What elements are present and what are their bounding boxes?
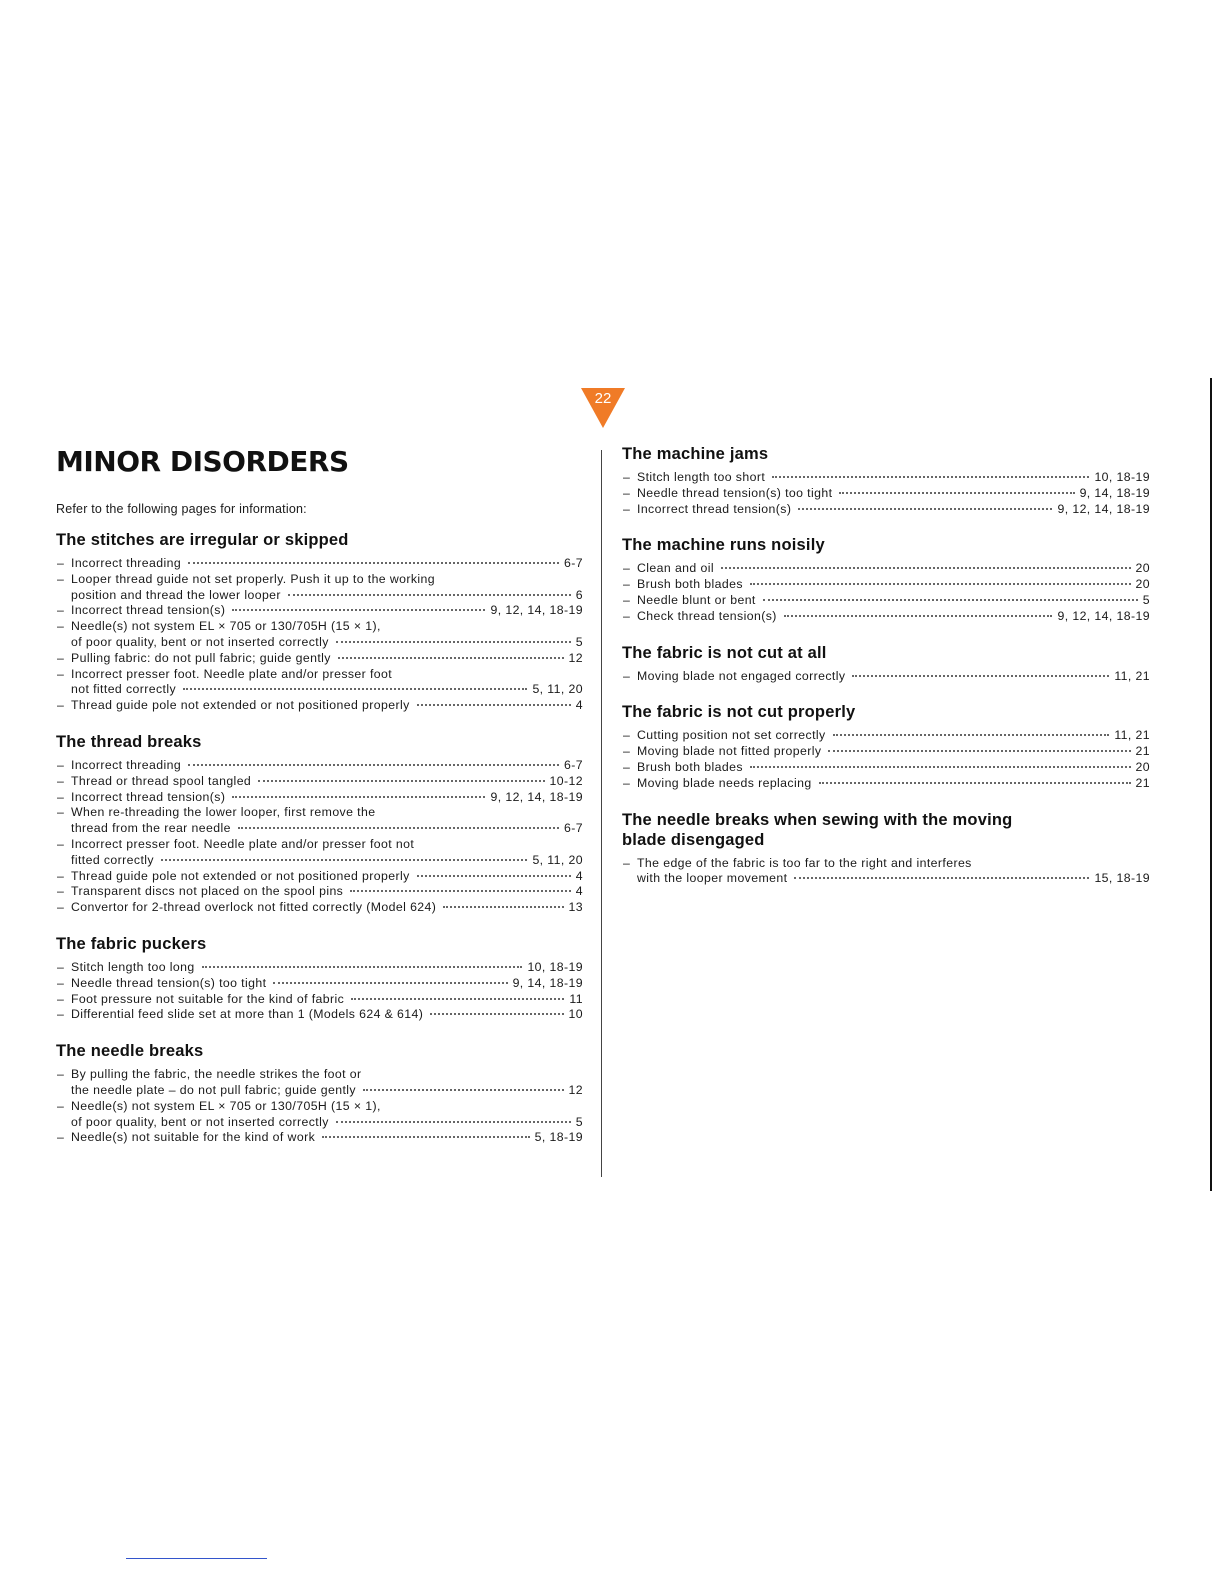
page-reference: 5: [575, 1114, 583, 1129]
cause-line: [71, 869, 583, 885]
dash-bullet: –: [623, 608, 631, 623]
dash-bullet: –: [57, 1130, 65, 1145]
cause-list: [56, 1067, 583, 1146]
dash-bullet: –: [623, 744, 631, 759]
cause-list: [622, 470, 1150, 517]
page-reference: 11, 21: [1114, 668, 1150, 683]
page-reference: 10: [568, 1007, 583, 1022]
page-reference: 11, 21: [1114, 728, 1150, 743]
cause-line: [71, 900, 583, 916]
page-reference: 12: [568, 650, 583, 665]
dot-leader: [273, 982, 507, 984]
cause-list: [56, 758, 583, 916]
cause-text: Clean and oil: [637, 561, 714, 576]
dash-bullet: –: [623, 485, 631, 500]
cause-item: [56, 758, 583, 774]
page-reference: 15, 18-19: [1094, 871, 1150, 886]
dot-leader: [188, 562, 559, 564]
dash-bullet: –: [57, 1007, 65, 1022]
dot-leader: [288, 594, 571, 596]
dot-leader: [750, 766, 1131, 768]
dash-bullet: –: [57, 666, 65, 681]
section-heading: The fabric puckers: [56, 934, 207, 953]
cause-line: [637, 856, 1150, 872]
cause-line: [637, 470, 1150, 486]
dash-bullet: –: [623, 561, 631, 576]
page-reference: 9, 12, 14, 18-19: [1057, 608, 1150, 623]
cause-line: [637, 486, 1150, 502]
cause-item: [622, 669, 1150, 685]
dash-bullet: –: [623, 592, 631, 607]
dot-leader: [833, 734, 1110, 736]
cause-line: [71, 976, 583, 992]
dash-bullet: –: [623, 668, 631, 683]
cause-text: Stitch length too long: [71, 959, 195, 974]
dot-leader: [232, 796, 485, 798]
cause-item: [622, 577, 1150, 593]
cause-text: of poor quality, bent or not inserted correctly: [71, 634, 329, 649]
page-reference: 20: [1135, 759, 1150, 774]
cause-list: [622, 856, 1150, 888]
cause-line: [71, 619, 583, 635]
cause-item: [56, 992, 583, 1008]
dot-leader: [336, 1121, 571, 1123]
cause-line: [71, 1099, 583, 1115]
dash-bullet: –: [57, 698, 65, 713]
cause-line: [637, 871, 1150, 887]
troubleshooting-section: [622, 535, 1150, 624]
cause-text: Incorrect threading: [71, 757, 182, 772]
page-reference: 11: [569, 991, 583, 1006]
page-reference: 20: [1135, 577, 1150, 592]
dash-bullet: –: [57, 757, 65, 772]
cause-text: Check thread tension(s): [637, 608, 777, 623]
left-sections: [56, 530, 583, 1146]
page-reference: 12: [568, 1082, 583, 1097]
cause-item: [622, 760, 1150, 776]
cause-item: [56, 603, 583, 619]
troubleshooting-section: [622, 702, 1150, 791]
page-reference: 5: [575, 634, 583, 649]
cause-text: Thread guide pole not extended or not positioned properly: [71, 868, 410, 883]
section-heading: The thread breaks: [56, 732, 202, 751]
cause-item: [622, 776, 1150, 792]
dot-leader: [336, 641, 571, 643]
page-number-marker: [581, 388, 625, 428]
dot-leader: [750, 583, 1131, 585]
dot-leader: [839, 492, 1074, 494]
cause-text: Brush both blades: [637, 577, 743, 592]
cause-item: [56, 1130, 583, 1146]
cause-line: [71, 884, 583, 900]
cause-list: [56, 960, 583, 1023]
troubleshooting-section: [56, 1041, 583, 1146]
section-heading: The machine jams: [622, 445, 769, 463]
cause-line: [71, 853, 583, 869]
page-reference: 20: [1135, 561, 1150, 576]
cause-item: [56, 790, 583, 806]
page-reference: 10-12: [549, 773, 583, 788]
dot-leader: [238, 827, 559, 829]
dot-leader: [322, 1136, 530, 1138]
dash-bullet: –: [57, 868, 65, 883]
cause-line: [637, 502, 1150, 518]
cause-line: [71, 588, 583, 604]
cause-item: [56, 976, 583, 992]
troubleshooting-section: [56, 934, 583, 1023]
cause-line: [637, 593, 1150, 609]
cause-item: [56, 1007, 583, 1023]
dot-leader: [794, 877, 1089, 879]
dot-leader: [363, 1089, 564, 1091]
cause-text: Needle thread tension(s) too tight: [637, 485, 833, 500]
dash-bullet: –: [57, 836, 65, 851]
troubleshooting-section: [622, 444, 1150, 517]
dot-leader: [417, 704, 571, 706]
cause-line: [637, 744, 1150, 760]
page-reference: 10, 18-19: [1094, 470, 1150, 484]
section-heading: The needle breaks: [56, 1042, 204, 1061]
dot-leader: [202, 966, 523, 968]
page-reference: 9, 12, 14, 18-19: [1057, 501, 1150, 516]
cause-line: [71, 837, 583, 853]
cause-text: The edge of the fabric is too far to the right and interferes: [637, 855, 972, 870]
section-heading: The fabric is not cut properly: [622, 703, 856, 722]
cause-text: Foot pressure not suitable for the kind of fabric: [71, 991, 345, 1006]
cause-text: Incorrect presser foot. Needle plate and/or presser foot: [71, 666, 393, 681]
dash-bullet: –: [57, 900, 65, 915]
cause-text: Brush both blades: [637, 759, 743, 774]
dash-bullet: –: [57, 1098, 65, 1113]
cause-text: the needle plate – do not pull fabric; guide gently: [71, 1082, 356, 1097]
dot-leader: [852, 675, 1109, 677]
page-reference: 5, 18-19: [534, 1130, 583, 1145]
cause-text: Stitch length too short: [637, 470, 766, 484]
cause-line: [71, 960, 583, 976]
cause-text: Needle thread tension(s) too tight: [71, 975, 267, 990]
cause-item: [56, 1067, 583, 1099]
dot-leader: [798, 508, 1052, 510]
cause-item: [622, 502, 1150, 518]
dot-leader: [183, 688, 527, 690]
cause-list: [622, 728, 1150, 791]
cause-item: [622, 486, 1150, 502]
cause-line: [637, 776, 1150, 792]
cause-text: Transparent discs not placed on the spool pins: [71, 884, 344, 899]
dot-leader: [350, 890, 571, 892]
cause-line: [71, 572, 583, 588]
cause-list: [56, 556, 583, 714]
cause-text: not fitted correctly: [71, 682, 177, 697]
dash-bullet: –: [623, 470, 631, 484]
dash-bullet: –: [57, 959, 65, 974]
cause-line: [71, 790, 583, 806]
dot-leader: [351, 998, 564, 1000]
cause-text: of poor quality, bent or not inserted correctly: [71, 1114, 329, 1129]
cause-line: [71, 603, 583, 619]
cause-text: When re-threading the lower looper, first remove the: [71, 805, 376, 820]
cause-text: Thread or thread spool tangled: [71, 773, 252, 788]
cause-line: [71, 698, 583, 714]
dash-bullet: –: [57, 773, 65, 788]
dash-bullet: –: [57, 1067, 65, 1082]
cause-line: [71, 758, 583, 774]
cause-text: Incorrect thread tension(s): [637, 501, 792, 516]
cause-line: [71, 635, 583, 651]
cause-text: By pulling the fabric, the needle strikes the foot or: [71, 1067, 362, 1082]
page-reference: 9, 14, 18-19: [1079, 485, 1150, 500]
cause-text: fitted correctly: [71, 852, 154, 867]
dash-bullet: –: [623, 501, 631, 516]
cause-item: [622, 728, 1150, 744]
dash-bullet: –: [57, 603, 65, 618]
page-reference: 21: [1135, 744, 1150, 759]
cause-item: [622, 744, 1150, 760]
cause-text: with the looper movement: [637, 871, 788, 886]
cause-text: Pulling fabric: do not pull fabric; guide gently: [71, 650, 331, 665]
cause-line: [71, 1130, 583, 1146]
cause-text: position and thread the lower looper: [71, 587, 281, 602]
cause-item: [56, 556, 583, 572]
section-heading: The machine runs noisily: [622, 536, 825, 555]
page-reference: 5, 11, 20: [532, 682, 583, 697]
dash-bullet: –: [57, 556, 65, 570]
dot-leader: [430, 1013, 563, 1015]
dot-leader: [772, 476, 1089, 478]
cause-list: [622, 561, 1150, 624]
cause-line: [637, 609, 1150, 625]
cause-item: [622, 856, 1150, 888]
dot-leader: [232, 609, 485, 611]
right-column: [622, 444, 1150, 887]
troubleshooting-section: [622, 643, 1150, 685]
dash-bullet: –: [623, 775, 631, 790]
cause-line: [637, 577, 1150, 593]
cause-item: [56, 900, 583, 916]
dash-bullet: –: [57, 975, 65, 990]
dot-leader: [161, 859, 528, 861]
dash-bullet: –: [57, 789, 65, 804]
dot-leader: [338, 657, 564, 659]
cause-line: [71, 667, 583, 683]
cause-text: Thread guide pole not extended or not positioned properly: [71, 698, 410, 713]
cause-list: [622, 669, 1150, 685]
cause-item: [56, 805, 583, 837]
cause-text: Convertor for 2-thread overlock not fitted correctly (Model 624): [71, 900, 437, 915]
cause-line: [71, 1007, 583, 1023]
cause-text: Needle(s) not system EL × 705 or 130/705H (15 × 1),: [71, 619, 381, 634]
page-reference: 21: [1135, 775, 1150, 790]
cause-line: [71, 1083, 583, 1099]
section-heading: The needle breaks when sewing with the moving blade disengaged: [622, 810, 1013, 849]
cause-item: [56, 667, 583, 699]
cause-text: Needle(s) not system EL × 705 or 130/705H (15 × 1),: [71, 1098, 381, 1113]
cause-item: [56, 869, 583, 885]
cause-line: [71, 805, 583, 821]
dot-leader: [417, 875, 571, 877]
page-reference: 6-7: [564, 556, 583, 570]
page-reference: 6-7: [564, 821, 583, 836]
bottom-underline: [126, 1558, 267, 1559]
cause-item: [56, 837, 583, 869]
page-reference: 9, 12, 14, 18-19: [490, 789, 583, 804]
page-reference: 6-7: [564, 757, 583, 772]
cause-text: Looper thread guide not set properly. Push it up to the working: [71, 571, 436, 586]
cause-line: [71, 992, 583, 1008]
page-number: 22: [594, 390, 612, 407]
cause-line: [71, 1067, 583, 1083]
cause-line: [71, 556, 583, 572]
cause-item: [622, 609, 1150, 625]
left-column: [56, 444, 583, 1146]
cause-item: [56, 884, 583, 900]
cause-item: [622, 593, 1150, 609]
cause-text: Needle(s) not suitable for the kind of work: [71, 1130, 316, 1145]
cause-text: Moving blade needs replacing: [637, 775, 812, 790]
cause-line: [71, 821, 583, 837]
cause-item: [56, 572, 583, 604]
cause-item: [56, 774, 583, 790]
page-reference: 4: [575, 868, 583, 883]
dash-bullet: –: [57, 884, 65, 899]
cause-line: [637, 728, 1150, 744]
cause-item: [56, 651, 583, 667]
cause-line: [71, 774, 583, 790]
cause-item: [56, 698, 583, 714]
cause-line: [637, 760, 1150, 776]
troubleshooting-section: [622, 810, 1150, 888]
dash-bullet: –: [57, 619, 65, 634]
dash-bullet: –: [623, 577, 631, 592]
page-reference: 4: [575, 698, 583, 713]
page-title: MINOR DISORDERS: [56, 445, 349, 478]
dash-bullet: –: [623, 728, 631, 743]
column-divider: [601, 450, 602, 1177]
page-edge-line: [1210, 378, 1212, 1191]
cause-line: [637, 669, 1150, 685]
dash-bullet: –: [57, 991, 65, 1006]
cause-text: Incorrect presser foot. Needle plate and/or presser foot not: [71, 836, 415, 851]
dot-leader: [763, 599, 1138, 601]
cause-text: Needle blunt or bent: [637, 592, 756, 607]
cause-item: [56, 1099, 583, 1131]
page-reference: 9, 12, 14, 18-19: [490, 603, 583, 618]
dash-bullet: –: [57, 650, 65, 665]
cause-text: Incorrect thread tension(s): [71, 789, 226, 804]
cause-text: Incorrect thread tension(s): [71, 603, 226, 618]
dot-leader: [819, 782, 1131, 784]
dot-leader: [443, 906, 563, 908]
cause-text: Incorrect threading: [71, 556, 182, 570]
cause-line: [71, 651, 583, 667]
cause-text: thread from the rear needle: [71, 821, 231, 836]
dash-bullet: –: [623, 759, 631, 774]
dash-bullet: –: [57, 805, 65, 820]
cause-item: [56, 619, 583, 651]
troubleshooting-section: [56, 530, 583, 714]
section-heading: The stitches are irregular or skipped: [56, 531, 349, 549]
intro-text: Refer to the following pages for information:: [56, 502, 307, 516]
right-sections: [622, 444, 1150, 887]
dot-leader: [188, 764, 559, 766]
page-reference: 6: [575, 587, 583, 602]
section-heading: The fabric is not cut at all: [622, 643, 827, 662]
dot-leader: [258, 780, 544, 782]
page-reference: 5, 11, 20: [532, 852, 583, 867]
cause-text: Differential feed slide set at more than 1 (Models 624 & 614): [71, 1007, 424, 1022]
cause-line: [637, 561, 1150, 577]
troubleshooting-section: [56, 732, 583, 916]
dash-bullet: –: [623, 855, 631, 870]
cause-line: [71, 682, 583, 698]
page-reference: 9, 14, 18-19: [512, 975, 583, 990]
cause-item: [622, 470, 1150, 486]
cause-text: Moving blade not engaged correctly: [637, 668, 846, 683]
dot-leader: [784, 615, 1053, 617]
page-reference: 4: [575, 884, 583, 899]
cause-text: Moving blade not fitted properly: [637, 744, 822, 759]
cause-line: [71, 1115, 583, 1131]
cause-item: [56, 960, 583, 976]
cause-item: [622, 561, 1150, 577]
page-reference: 5: [1142, 592, 1150, 607]
page-reference: 10, 18-19: [527, 959, 583, 974]
dot-leader: [721, 567, 1131, 569]
dot-leader: [828, 750, 1130, 752]
page-reference: 13: [568, 900, 583, 915]
cause-text: Cutting position not set correctly: [637, 728, 826, 743]
dash-bullet: –: [57, 571, 65, 586]
